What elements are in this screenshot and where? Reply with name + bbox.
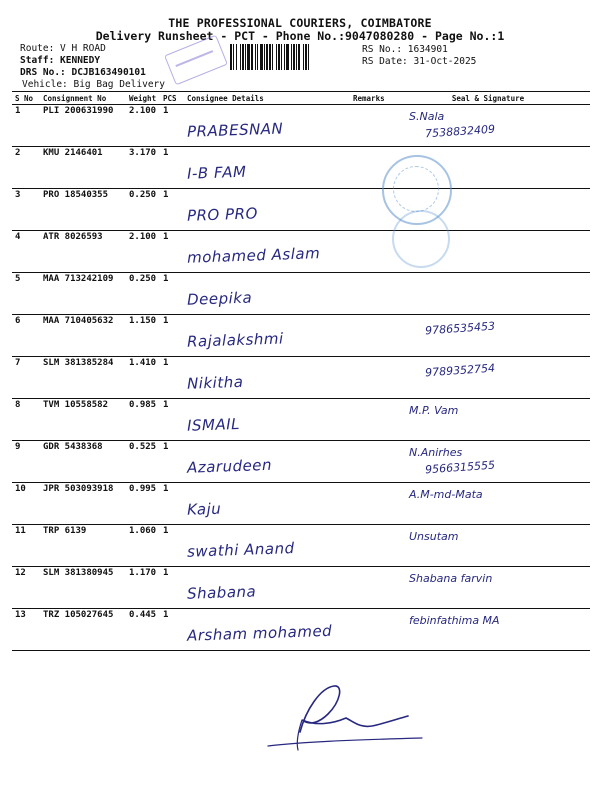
row-consignee [184,357,350,399]
row-sno: 1 [12,105,40,147]
row-pcs: 1 [160,357,184,399]
handwritten-consignee-name: swathi Anand [186,539,295,561]
rs-number: RS No.: 1634901 [362,44,448,55]
drs-number: DRS No.: DCJB163490101 [20,67,146,78]
row-remarks [350,273,386,315]
handwritten-consignee-name: Kaju [186,499,222,519]
row-weight: 0.995 [126,483,160,525]
row-sno: 6 [12,315,40,357]
col-weight-header: Weight [126,92,160,105]
table-row [12,525,590,567]
row-sno: 8 [12,399,40,441]
handwritten-consignee-name: Deepika [186,288,253,309]
runsheet-title: Delivery Runsheet - PCT - Phone No.:9047080280 - Page No.:1 [95,29,505,43]
vehicle-label: Vehicle: Big Bag Delivery [22,79,165,90]
row-consignment-no: MAA 710405632 [40,315,126,357]
row-consignment-no: TVM 10558582 [40,399,126,441]
row-weight: 1.170 [126,567,160,609]
row-consignment-no: SLM 381385284 [40,357,126,399]
delivery-table [12,91,590,651]
row-consignment-no: JPR 503093918 [40,483,126,525]
row-sno: 3 [12,189,40,231]
row-weight: 1.410 [126,357,160,399]
row-seal-signature [386,273,590,315]
row-pcs: 1 [160,147,184,189]
handwritten-consignee-name: PRABESNAN [186,119,284,141]
table-row [12,483,590,525]
row-consignee [184,231,350,273]
row-consignment-no: TRZ 105027645 [40,609,126,651]
handwritten-signature: M.P. Vam [409,404,459,417]
row-consignee [184,525,350,567]
handwritten-consignee-name: Arsham mohamed [186,621,333,645]
handwritten-phone-number [389,273,587,285]
row-pcs: 1 [160,399,184,441]
rs-date: RS Date: 31-Oct-2025 [362,56,477,67]
handwritten-consignee-name: Nikitha [186,372,244,393]
row-consignee [184,189,350,231]
row-consignee [184,315,350,357]
row-remarks [350,483,386,525]
table-row [12,231,590,273]
handwritten-signature: Unsutam [409,530,459,543]
row-consignment-no: TRP 6139 [40,525,126,567]
row-remarks [350,441,386,483]
table-header-row [12,92,590,105]
row-remarks [350,189,386,231]
col-sno-header: S No [12,92,40,105]
row-pcs: 1 [160,441,184,483]
row-seal-signature [386,483,590,525]
row-sno: 4 [12,231,40,273]
row-weight: 0.525 [126,441,160,483]
handwritten-consignee-name: Rajalakshmi [186,329,284,351]
table-row [12,399,590,441]
row-consignee [184,147,350,189]
row-consignee [184,483,350,525]
row-consignee [184,399,350,441]
row-weight: 1.150 [126,315,160,357]
row-sno: 13 [12,609,40,651]
row-remarks [350,567,386,609]
delivery-staff-signature [262,680,432,760]
row-remarks [350,357,386,399]
row-seal-signature [386,567,590,609]
row-pcs: 1 [160,189,184,231]
row-sno: 9 [12,441,40,483]
company-seal-stamp-faded [392,210,450,268]
row-pcs: 1 [160,315,184,357]
row-weight: 3.170 [126,147,160,189]
col-consignment-header: Consignment No [40,92,126,105]
handwritten-consignee-name: Shabana [186,582,257,603]
col-pcs-header: PCS [160,92,184,105]
row-pcs: 1 [160,231,184,273]
handwritten-signature: S.Nala [409,110,445,123]
row-consignment-no: KMU 2146401 [40,147,126,189]
handwritten-consignee-name: Azarudeen [186,455,273,477]
row-weight: 0.250 [126,189,160,231]
row-seal-signature [386,399,590,441]
barcode [230,44,356,70]
row-weight: 0.985 [126,399,160,441]
row-remarks [350,525,386,567]
row-consignment-no: PLI 200631990 [40,105,126,147]
col-consignee-header: Consignee Details [184,92,350,105]
row-consignment-no: GDR 5438368 [40,441,126,483]
handwritten-phone-number: 9786535453 [424,319,496,338]
row-sno: 5 [12,273,40,315]
row-weight: 0.445 [126,609,160,651]
row-seal-signature [386,525,590,567]
handwritten-phone-number: 7538832409 [424,122,496,141]
row-seal-signature [386,609,590,651]
barcode-bar [308,44,309,70]
row-pcs: 1 [160,483,184,525]
table-row [12,189,590,231]
col-remarks-header: Remarks [350,92,386,105]
row-seal-signature [386,441,590,483]
row-remarks [350,399,386,441]
row-seal-signature [386,105,590,147]
row-seal-signature [386,357,590,399]
row-consignee [184,609,350,651]
row-remarks [350,231,386,273]
handwritten-signature: N.Anirhes [409,446,463,459]
row-sno: 10 [12,483,40,525]
row-sno: 12 [12,567,40,609]
handwritten-consignee-name: PRO PRO [186,204,259,225]
table-row [12,441,590,483]
row-pcs: 1 [160,609,184,651]
row-consignee [184,273,350,315]
table-row [12,315,590,357]
row-consignee [184,105,350,147]
row-remarks [350,315,386,357]
row-remarks [350,105,386,147]
table-row [12,105,590,147]
handwritten-phone-number: 9789352754 [424,361,496,380]
row-consignment-no: PRO 18540355 [40,189,126,231]
row-consignee [184,567,350,609]
table-row [12,567,590,609]
handwritten-signature: A.M-md-Mata [409,488,483,501]
row-consignee [184,441,350,483]
row-weight: 2.100 [126,231,160,273]
row-consignment-no: MAA 713242109 [40,273,126,315]
row-seal-signature [386,315,590,357]
handwritten-consignee-name: I-B FAM [186,162,247,183]
handwritten-consignee-name: ISMAIL [186,414,241,435]
table-row [12,609,590,651]
col-seal-header: Seal & Signature [386,92,590,105]
row-pcs: 1 [160,525,184,567]
staff-label: Staff: KENNEDY [20,55,101,66]
row-weight: 0.250 [126,273,160,315]
company-name: THE PROFESSIONAL COURIERS, COIMBATORE [168,16,432,30]
handwritten-signature: febinfathima MA [409,614,500,627]
row-consignment-no: ATR 8026593 [40,231,126,273]
row-consignment-no: SLM 381380945 [40,567,126,609]
handwritten-consignee-name: mohamed Aslam [186,244,321,267]
row-pcs: 1 [160,567,184,609]
row-sno: 2 [12,147,40,189]
row-sno: 11 [12,525,40,567]
row-pcs: 1 [160,105,184,147]
table-row [12,273,590,315]
table-row [12,147,590,189]
row-weight: 1.060 [126,525,160,567]
row-sno: 7 [12,357,40,399]
route-label: Route: V H ROAD [20,43,106,54]
row-remarks [350,147,386,189]
table-row [12,357,590,399]
row-weight: 2.100 [126,105,160,147]
row-remarks [350,609,386,651]
row-pcs: 1 [160,273,184,315]
handwritten-phone-number: 9566315555 [424,458,496,477]
handwritten-signature: Shabana farvin [409,572,493,585]
